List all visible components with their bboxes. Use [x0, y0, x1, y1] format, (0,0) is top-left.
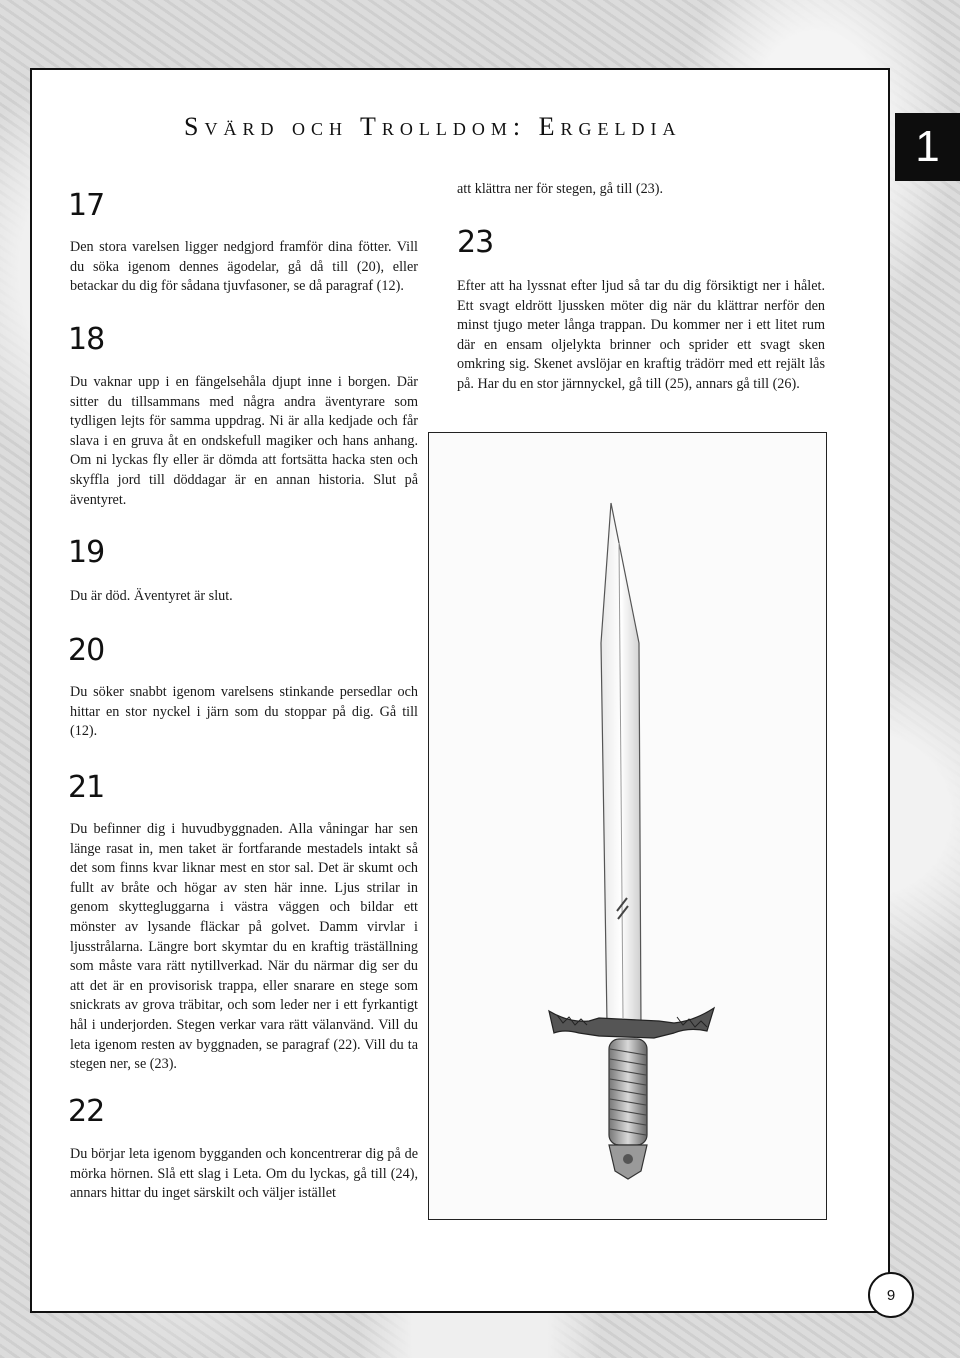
section-number-23: 23: [457, 225, 494, 260]
section-number-22: 22: [68, 1094, 105, 1129]
section-number-19: 19: [68, 535, 105, 570]
section-text-22-continued: att klättra ner för stegen, gå till (23).: [457, 181, 664, 197]
section-text-18: Du vaknar upp i en fängelsehåla djupt inne i borgen. Där sitter du tillsammans med några andra äventyrare som tydligen lejts för samma uppdrag. Ni är alla kedjade och får slava i en gruva åt en ondskefull magiker och hans anhang. Om ni lyckas fly eller är dömda att fortsätta hacka sten och skyffla jord till döddagar är en annan historia. Slut på äventyret.: [70, 374, 418, 508]
page-panel: [30, 68, 890, 1313]
section-text-22: Du börjar leta igenom bygganden och koncentrerar dig på de mörka hörnen. Slå ett slag i Leta. Om du lyckas, gå till (24), annars hittar du inget särskilt och väljer istället: [70, 1146, 418, 1202]
section-text-17: Den stora varelsen ligger nedgjord framför dina fötter. Vill du söka igenom dennes ägodelar, gå då till (20), eller betackar du dig för sådana tjuvfasoner, se då paragraf (12).: [70, 239, 418, 295]
section-number-17: 17: [68, 188, 105, 223]
section-number-21: 21: [68, 770, 105, 805]
sword-illustration: [428, 432, 827, 1220]
section-text-20: Du söker snabbt igenom varelsens stinkande persedlar och hittar en stor nyckel i järn som du stoppar på dig. Gå till (12).: [70, 684, 418, 740]
section-number-20: 20: [68, 633, 105, 668]
page-title: Svärd och Trolldom: Ergeldia: [184, 112, 682, 141]
section-number-18: 18: [68, 322, 105, 357]
section-text-23: Efter att ha lyssnat efter ljud så tar du dig försiktigt ner i hålet. Ett svagt eldrött ljussken möter dig när du klättrar nerför den minst tjugo meter långa trappan. Du kommer ner i ett litet rum där en ensam oljelykta brinner och sprider ett svagt sken omkring sig. Skenet avslöjar en kraftig trädörr med ett rejält lås på. Har du en stor järnnyckel, gå till (25), annars gå till (26).: [457, 278, 825, 392]
section-text-19: Du är död. Äventyret är slut.: [70, 588, 233, 604]
section-text-21: Du befinner dig i huvudbyggnaden. Alla våningar har sen länge rasat in, men taket är fortfarande mestadels intakt så det som finns kvar liknar mest en stor sal. Det är skumt och fullt av bråte och högar av sten här inne. Ljus strilar in genom skyttegluggarna i västra väggen och bildar ett mönster av lysande fläckar på golvet. Damm virvlar i ljusstrålarna. Längre bort skymtar du en kraftig träställning som måste vara rätt nytillverkad. När du närmar dig ser du att det är en provisorisk trappa, eller snarare en stege som snickrats av grova träbitar, och som leder ner i ett fyrkantigt hål i underjorden. Stegen verkar vara rätt välanvänd. Vill du leta igenom resten av byggnaden, se paragraf (22). Vill du ta stegen ner, se (23).: [70, 821, 418, 1073]
sword-icon: [429, 433, 826, 1219]
page-number: 9: [868, 1272, 914, 1318]
chapter-tab: 1: [895, 113, 960, 181]
